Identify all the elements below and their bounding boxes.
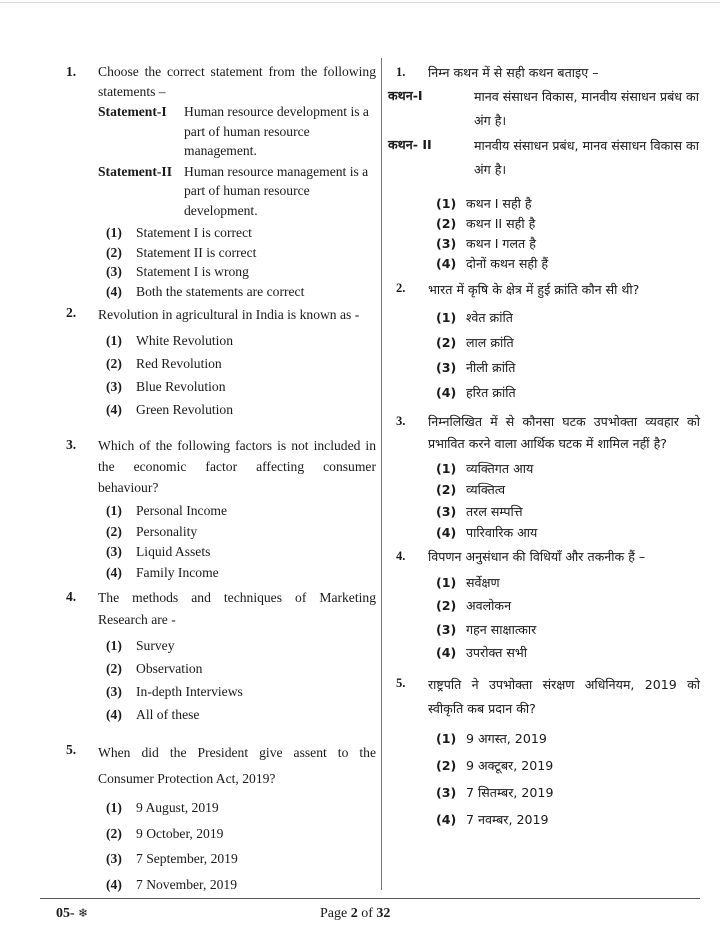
option-number: (3) xyxy=(106,851,122,866)
option-text: Both the statements are correct xyxy=(136,283,305,299)
option xyxy=(98,680,376,703)
option-text: श्वेत क्रांति xyxy=(466,309,513,325)
statement-2 xyxy=(388,134,700,182)
option xyxy=(98,282,376,302)
option xyxy=(98,501,376,522)
option-number: (2) xyxy=(106,356,122,371)
options-list xyxy=(98,501,376,583)
option-number: (3) xyxy=(436,503,457,519)
option xyxy=(98,634,376,657)
statement-label: Statement-II xyxy=(98,163,172,179)
footer-rule xyxy=(40,898,700,899)
option xyxy=(428,594,700,618)
page-prefix: Page xyxy=(320,906,351,921)
option-number: (3) xyxy=(106,544,122,559)
question-number: 4. xyxy=(66,589,77,604)
hindi-column xyxy=(388,62,700,833)
option xyxy=(98,243,376,263)
question-number: 2. xyxy=(66,305,77,320)
statement-label: कथन-I xyxy=(388,87,423,103)
options-list xyxy=(98,223,376,301)
option-number: (2) xyxy=(106,523,122,539)
option-number: (2) xyxy=(436,757,457,773)
option-text: उपरोक्त सभी xyxy=(466,645,528,660)
question-3-en xyxy=(58,435,376,583)
option-text: 9 August, 2019 xyxy=(136,800,219,815)
page-number xyxy=(320,906,390,922)
option-number: (2) xyxy=(436,482,457,497)
option-text: 7 नवम्बर, 2019 xyxy=(466,811,549,827)
paper-code-text: 05- xyxy=(56,906,75,921)
question-5-hi xyxy=(388,673,700,833)
option-number: (1) xyxy=(436,460,457,476)
question-2-hi xyxy=(388,278,700,405)
option-text: 9 October, 2019 xyxy=(136,825,224,841)
question-text: राष्ट्रपति ने उपभोक्ता संरक्षण अधिनियम, 2019 को स्वीकृति कब प्रदान की? xyxy=(428,676,700,716)
option xyxy=(98,398,376,421)
option-text: पारिवारिक आय xyxy=(466,525,538,540)
spacer xyxy=(58,421,376,435)
option-number: (4) xyxy=(106,876,122,892)
option xyxy=(98,872,376,898)
option-number: (4) xyxy=(106,283,122,299)
question-text: Choose the correct statement from the following statements – xyxy=(98,64,376,99)
top-rule xyxy=(0,2,720,3)
options-list xyxy=(98,795,376,897)
option-number: (4) xyxy=(106,564,122,580)
option-text: Observation xyxy=(136,661,203,676)
option xyxy=(98,846,376,872)
option-text: 9 अगस्त, 2019 xyxy=(466,730,547,746)
option xyxy=(98,223,376,243)
statement-label: Statement-I xyxy=(98,104,167,119)
options-list xyxy=(98,329,376,421)
option-text: लाल क्रांति xyxy=(466,334,514,350)
option-text: सर्वेक्षण xyxy=(466,574,500,590)
option-text: अवलोकन xyxy=(466,598,512,613)
question-number: 3. xyxy=(66,437,77,452)
option xyxy=(428,254,700,274)
option-number: (3) xyxy=(436,359,457,375)
statement-text: मानवीय संसाधन प्रबंध, मानव संसाधन विकास का अंग है। xyxy=(474,137,699,177)
option xyxy=(428,571,700,595)
option xyxy=(428,779,700,806)
option xyxy=(428,501,700,523)
option-number: (4) xyxy=(436,525,457,540)
question-3-hi xyxy=(388,411,700,544)
option-text: 7 September, 2019 xyxy=(136,851,238,866)
option-number: (1) xyxy=(106,503,122,518)
option-text: व्यक्तित्व xyxy=(466,482,506,497)
option xyxy=(428,752,700,779)
option xyxy=(98,563,376,584)
question-5-en xyxy=(58,740,376,897)
spacer xyxy=(58,726,376,740)
english-column xyxy=(58,62,376,897)
option xyxy=(428,305,700,330)
option-text: 9 अक्टूबर, 2019 xyxy=(466,757,554,773)
question-text: Revolution in agricultural in India is known as - xyxy=(98,307,360,322)
option-text: 7 सितम्बर, 2019 xyxy=(466,784,554,800)
question-text: विपणन अनुसंधान की विधियाँ और तकनीक हैं – xyxy=(428,548,646,564)
question-text: The methods and techniques of Marketing Research are - xyxy=(98,590,376,627)
option xyxy=(428,806,700,833)
option xyxy=(428,330,700,355)
option-number: (2) xyxy=(436,598,457,613)
option-number: (4) xyxy=(106,707,122,722)
question-number: 5. xyxy=(396,675,406,690)
option-number: (2) xyxy=(106,825,122,841)
option-number: (1) xyxy=(436,730,457,746)
option-number: (1) xyxy=(436,309,457,325)
statement-text: Human resource management is a part of human resource development. xyxy=(184,163,369,218)
option-text: नीली क्रांति xyxy=(466,359,516,375)
question-2-en xyxy=(58,303,376,421)
option-number: (4) xyxy=(106,402,122,417)
question-text: निम्नलिखित में से कौनसा घटक उपभोक्ता व्यवहार को प्रभावित करने वाला आर्थिक घटक में शामिल नहीं है? xyxy=(428,413,700,451)
option-number: (1) xyxy=(436,195,457,211)
paper-code xyxy=(56,906,88,922)
option-text: Statement I is correct xyxy=(136,225,252,240)
option xyxy=(98,657,376,680)
page-of: of xyxy=(357,906,377,921)
option-text: हरित क्रांति xyxy=(466,384,516,400)
option-text: कथन II सही है xyxy=(466,215,536,231)
option xyxy=(98,262,376,282)
statement-text: Human resource development is a part of human resource management. xyxy=(184,104,369,158)
option-text: Statement I is wrong xyxy=(136,264,249,279)
options-list xyxy=(428,725,700,833)
statement-label: कथन- II xyxy=(388,136,432,152)
page-current: 2 xyxy=(350,906,358,921)
options-list xyxy=(98,634,376,726)
question-number: 4. xyxy=(396,548,406,563)
option-number: (3) xyxy=(106,684,122,699)
option-number: (3) xyxy=(106,379,122,394)
option-number: (2) xyxy=(106,661,122,676)
option-number: (3) xyxy=(436,235,457,251)
option-text: तरल सम्पत्ति xyxy=(466,503,523,519)
question-4-hi xyxy=(388,546,700,665)
option-number: (2) xyxy=(436,334,457,350)
option-text: दोनों कथन सही हैं xyxy=(466,255,549,271)
option xyxy=(98,352,376,375)
option-text: White Revolution xyxy=(136,333,234,348)
option-text: Green Revolution xyxy=(136,402,234,417)
option-text: All of these xyxy=(136,707,200,722)
option xyxy=(428,458,700,480)
option-text: गहन साक्षात्कार xyxy=(466,621,537,637)
option xyxy=(98,375,376,398)
option-number: (4) xyxy=(436,255,457,271)
option xyxy=(428,234,700,254)
option xyxy=(428,214,700,234)
question-number: 1. xyxy=(66,64,77,79)
option-number: (3) xyxy=(106,264,122,279)
question-1-en xyxy=(58,62,376,301)
option-text: Survey xyxy=(136,638,175,653)
snowflake-icon: ❄ xyxy=(78,906,89,920)
question-text: Which of the following factors is not included in the economic factor affecting consumer behaviour? xyxy=(98,438,376,495)
page-total: 32 xyxy=(376,906,391,921)
statement-1 xyxy=(98,102,376,161)
option-number: (3) xyxy=(436,784,457,800)
option xyxy=(428,641,700,665)
options-list xyxy=(428,458,700,544)
option-text: Family Income xyxy=(136,564,219,580)
question-text: निम्न कथन में से सही कथन बताइए – xyxy=(428,65,599,80)
option xyxy=(428,618,700,642)
option-text: In-depth Interviews xyxy=(136,684,243,699)
option xyxy=(428,194,700,214)
option xyxy=(428,522,700,544)
question-number: 5. xyxy=(66,742,77,757)
option-number: (2) xyxy=(106,244,122,260)
option-text: Personal Income xyxy=(136,503,227,518)
option xyxy=(98,703,376,726)
option-text: 7 November, 2019 xyxy=(136,876,238,892)
statement-1 xyxy=(388,85,700,133)
option-text: कथन I सही है xyxy=(466,195,532,211)
statement-2 xyxy=(98,162,376,221)
column-divider xyxy=(381,58,382,890)
options-list xyxy=(428,194,700,274)
options-list xyxy=(428,571,700,665)
option-number: (4) xyxy=(436,384,457,400)
option-text: कथन I गलत है xyxy=(466,235,536,251)
question-number: 3. xyxy=(396,413,406,428)
question-1-hi xyxy=(388,62,700,274)
question-number: 2. xyxy=(396,280,406,295)
statement-text: मानव संसाधन विकास, मानवीय संसाधन प्रबंध का अंग है। xyxy=(474,88,699,128)
option-number: (1) xyxy=(436,574,457,590)
question-text: भारत में कृषि के क्षेत्र में हुई क्रांति कौन सी थी? xyxy=(428,281,640,297)
question-number: 1. xyxy=(396,65,406,79)
option-number: (1) xyxy=(106,333,122,348)
option-text: Personality xyxy=(136,523,198,539)
option-text: Liquid Assets xyxy=(136,544,211,559)
option xyxy=(98,522,376,543)
option-number: (1) xyxy=(106,225,122,240)
options-list xyxy=(428,305,700,405)
option-number: (1) xyxy=(106,800,122,815)
option xyxy=(428,355,700,380)
option-text: व्यक्तिगत आय xyxy=(466,460,534,476)
option xyxy=(428,479,700,501)
option-number: (3) xyxy=(436,621,457,637)
option xyxy=(98,542,376,563)
option-number: (4) xyxy=(436,645,457,660)
option xyxy=(428,380,700,405)
spacer xyxy=(388,665,700,673)
option xyxy=(428,725,700,752)
option-text: Statement II is correct xyxy=(136,244,257,260)
option xyxy=(98,329,376,352)
option-number: (2) xyxy=(436,215,457,231)
option xyxy=(98,821,376,847)
option xyxy=(98,795,376,821)
option-number: (4) xyxy=(436,811,457,827)
question-text: When did the President give assent to the Consumer Protection Act, 2019? xyxy=(98,745,376,786)
question-4-en xyxy=(58,587,376,726)
option-text: Blue Revolution xyxy=(136,379,226,394)
option-text: Red Revolution xyxy=(136,356,222,371)
option-number: (1) xyxy=(106,638,122,653)
